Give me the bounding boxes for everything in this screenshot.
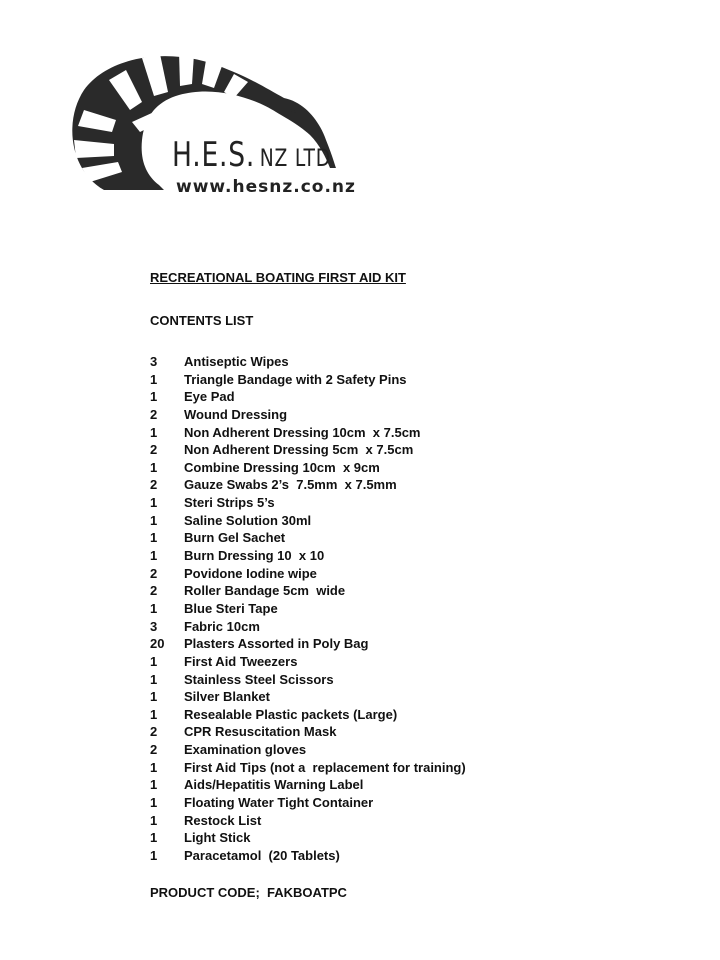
- item-name: Steri Strips 5’s: [184, 495, 275, 511]
- item-name: First Aid Tips (not a replacement for training): [184, 759, 466, 775]
- list-item: [150, 600, 466, 618]
- item-name: Burn Gel Sachet: [184, 530, 286, 546]
- item-name: Saline Solution 30ml: [184, 512, 312, 528]
- contents-heading: CONTENTS LIST: [150, 313, 254, 328]
- item-quantity: 1: [150, 847, 158, 863]
- list-item: [150, 829, 466, 847]
- item-name: Plasters Assorted in Poly Bag: [184, 636, 369, 652]
- item-quantity: 2: [150, 583, 158, 599]
- item-name: Resealable Plastic packets (Large): [184, 706, 398, 722]
- item-quantity: 1: [150, 671, 158, 687]
- item-quantity: 1: [150, 706, 158, 722]
- item-name: Blue Steri Tape: [184, 600, 278, 616]
- item-quantity: 2: [150, 565, 158, 581]
- list-item: [150, 512, 466, 530]
- list-item: [150, 371, 466, 389]
- kiwi-bird-icon: [64, 40, 344, 200]
- list-item: [150, 529, 466, 547]
- item-quantity: 3: [150, 618, 158, 634]
- item-name: Wound Dressing: [184, 406, 288, 422]
- item-name: Eye Pad: [184, 389, 235, 405]
- item-quantity: 2: [150, 442, 158, 458]
- contents-document: [150, 270, 466, 900]
- item-quantity: 1: [150, 830, 158, 846]
- list-item: [150, 741, 466, 759]
- brand-suffix: NZ LTD: [259, 144, 331, 172]
- list-item: [150, 706, 466, 724]
- item-name: Combine Dressing 10cm x 9cm: [184, 459, 380, 475]
- list-item: [150, 794, 466, 812]
- item-quantity: 1: [150, 530, 158, 546]
- item-name: Light Stick: [184, 830, 251, 846]
- item-quantity: 1: [150, 424, 158, 440]
- item-name: Povidone Iodine wipe: [184, 565, 317, 581]
- list-item: [150, 424, 466, 442]
- item-name: Fabric 10cm: [184, 618, 260, 634]
- item-name: Triangle Bandage with 2 Safety Pins: [184, 371, 407, 387]
- list-item: [150, 406, 466, 424]
- item-quantity: 1: [150, 689, 158, 705]
- item-name: Floating Water Tight Container: [184, 795, 374, 811]
- item-quantity: 2: [150, 742, 158, 758]
- item-quantity: 1: [150, 548, 158, 564]
- item-name: Silver Blanket: [184, 689, 270, 705]
- item-name: Examination gloves: [184, 742, 307, 758]
- item-quantity: 1: [150, 495, 158, 511]
- item-quantity: 1: [150, 600, 158, 616]
- list-item: [150, 353, 466, 371]
- item-name: Paracetamol (20 Tablets): [184, 847, 340, 863]
- item-name: Antiseptic Wipes: [184, 354, 289, 369]
- list-item: [150, 635, 466, 653]
- item-name: Non Adherent Dressing 10cm x 7.5cm: [184, 424, 421, 440]
- item-quantity: 2: [150, 406, 158, 422]
- list-item: [150, 441, 466, 459]
- item-quantity: 1: [150, 759, 158, 775]
- item-name: Aids/Hepatitis Warning Label: [184, 777, 364, 793]
- list-item: [150, 494, 466, 512]
- company-url[interactable]: www.hesnz.co.nz: [176, 177, 356, 197]
- item-name: Stainless Steel Scissors: [184, 671, 334, 687]
- item-quantity: 1: [150, 777, 158, 793]
- item-quantity: 1: [150, 812, 158, 828]
- item-name: Roller Bandage 5cm wide: [184, 583, 346, 599]
- item-name: Non Adherent Dressing 5cm x 7.5cm: [184, 442, 414, 458]
- list-item: [150, 847, 466, 865]
- list-item: [150, 688, 466, 706]
- item-quantity: 1: [150, 512, 158, 528]
- list-item: [150, 618, 466, 636]
- list-item: [150, 388, 466, 406]
- item-quantity: 20: [150, 636, 165, 652]
- list-item: [150, 547, 466, 565]
- item-name: Burn Dressing 10 x 10: [184, 548, 325, 564]
- item-quantity: 1: [150, 371, 158, 387]
- contents-list: [150, 353, 466, 865]
- product-code-line: [150, 885, 466, 900]
- list-item: [150, 476, 466, 494]
- document-title: RECREATIONAL BOATING FIRST AID KIT: [150, 270, 406, 285]
- item-quantity: 2: [150, 724, 158, 740]
- product-code-value: FAKBOATPC: [267, 884, 347, 900]
- list-item: [150, 565, 466, 583]
- list-item: [150, 582, 466, 600]
- item-name: Restock List: [184, 812, 262, 828]
- product-code-label: PRODUCT CODE;: [150, 884, 260, 900]
- list-item: [150, 812, 466, 830]
- brand-text: H.E.S.: [172, 135, 256, 175]
- item-name: First Aid Tweezers: [184, 653, 298, 669]
- item-quantity: 3: [150, 354, 158, 369]
- list-item: [150, 776, 466, 794]
- list-item: [150, 653, 466, 671]
- list-item: [150, 723, 466, 741]
- item-name: CPR Resuscitation Mask: [184, 724, 337, 740]
- item-name: Gauze Swabs 2’s 7.5mm x 7.5mm: [184, 477, 397, 493]
- item-quantity: 2: [150, 477, 158, 493]
- company-name: [172, 135, 331, 175]
- item-quantity: 1: [150, 459, 158, 475]
- item-quantity: 1: [150, 795, 158, 811]
- list-item: [150, 459, 466, 477]
- list-item: [150, 759, 466, 777]
- list-item: [150, 671, 466, 689]
- item-quantity: 1: [150, 653, 158, 669]
- company-logo: [64, 40, 356, 200]
- item-quantity: 1: [150, 389, 158, 405]
